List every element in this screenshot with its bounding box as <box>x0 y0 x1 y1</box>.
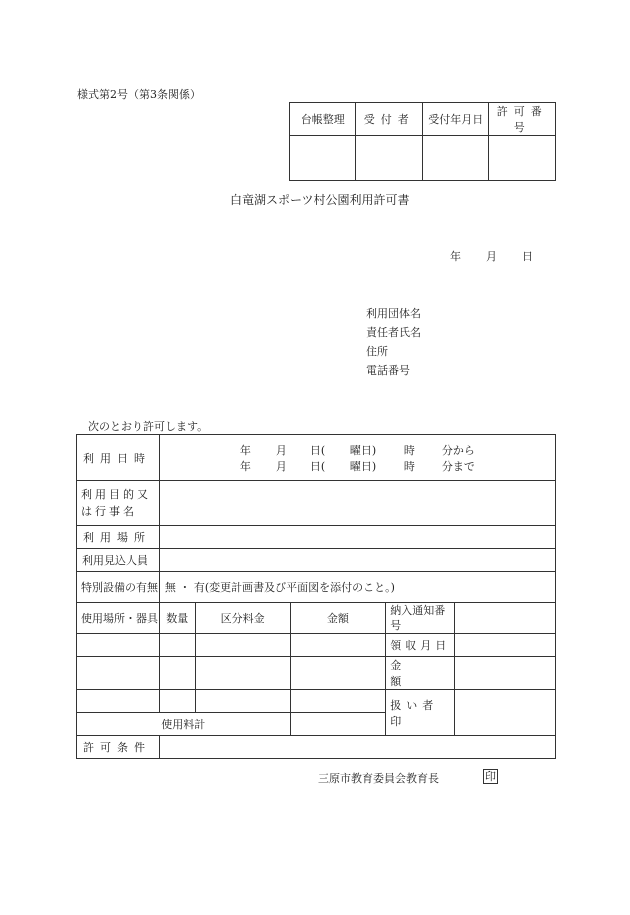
notice-number-label: 納入通知番号 <box>386 603 455 634</box>
total-label: 使用料計 <box>77 713 291 736</box>
issuer-title: 三原市教育委員会教育長 <box>318 772 439 785</box>
header-receiver: 受付者 <box>356 103 423 136</box>
applicant-person-label: 責任者氏名 <box>366 326 421 339</box>
money-field[interactable] <box>455 657 556 690</box>
amount-field-3[interactable] <box>290 690 386 713</box>
datetime-label: 利用日時 <box>77 435 160 481</box>
money-label: 金額 <box>386 657 455 690</box>
field-receiver[interactable] <box>356 136 423 181</box>
field-permit-number[interactable] <box>489 136 556 181</box>
office-use-table <box>289 102 556 181</box>
datetime-from-day: 日( <box>309 443 326 457</box>
datetime-to-hour: 時 <box>403 459 415 473</box>
place-field[interactable] <box>159 526 555 549</box>
item-field-3[interactable] <box>77 690 160 713</box>
datetime-from-year: 年 <box>239 443 251 457</box>
handler-seal-label: 扱い者印 <box>386 690 455 736</box>
rate-field-3[interactable] <box>195 690 290 713</box>
seal-mark: 印 <box>485 770 496 783</box>
equipment-options[interactable]: 無 ・ 有(変更計画書及び平面図を添付のこと。) <box>159 572 555 603</box>
conditions-field[interactable] <box>159 736 555 759</box>
amount-field-2[interactable] <box>290 657 386 690</box>
handler-seal-field[interactable] <box>455 690 556 736</box>
header-receipt-date: 受付年月日 <box>422 103 488 136</box>
people-field[interactable] <box>159 549 555 572</box>
datetime-from-weekday: 曜日) <box>349 443 377 457</box>
issue-date-year: 年 <box>450 250 461 263</box>
applicant-phone-label: 電話番号 <box>366 364 410 377</box>
applicant-group-label: 利用団体名 <box>366 307 421 320</box>
issue-date-day: 日 <box>522 250 533 263</box>
datetime-to-suffix: 分まで <box>441 459 475 473</box>
header-permit-number: 許可番号 <box>489 103 556 136</box>
purpose-field[interactable] <box>159 481 555 526</box>
datetime-to-weekday: 曜日) <box>349 459 377 473</box>
applicant-address-label: 住所 <box>366 345 388 358</box>
rate-label: 区分料金 <box>195 603 290 634</box>
rate-field-1[interactable] <box>195 634 290 657</box>
amount-label: 金額 <box>290 603 386 634</box>
qty-field-2[interactable] <box>159 657 195 690</box>
intro-text: 次のとおり許可します。 <box>88 420 209 433</box>
received-date-field[interactable] <box>455 634 556 657</box>
qty-field-3[interactable] <box>159 690 195 713</box>
total-field[interactable] <box>290 713 386 736</box>
amount-field-1[interactable] <box>290 634 386 657</box>
field-receipt-date[interactable] <box>422 136 488 181</box>
item-field-2[interactable] <box>77 657 160 690</box>
header-ledger: 台帳整理 <box>290 103 356 136</box>
issuer-seal <box>483 769 498 784</box>
form-number: 様式第2号（第3条関係） <box>77 88 201 101</box>
conditions-label: 許可条件 <box>77 736 160 759</box>
equipment-label: 特別設備の有無 <box>77 572 160 603</box>
datetime-from-hour: 時 <box>403 443 415 457</box>
datetime-from-month: 月 <box>275 443 287 457</box>
rate-field-2[interactable] <box>195 657 290 690</box>
permit-table <box>76 434 556 759</box>
qty-field-1[interactable] <box>159 634 195 657</box>
received-date-label: 領収月日 <box>386 634 455 657</box>
datetime-field[interactable] <box>159 435 555 481</box>
item-label: 使用場所・器具 <box>77 603 160 634</box>
qty-label: 数量 <box>159 603 195 634</box>
purpose-label: 利用目的又は行事名 <box>77 481 160 526</box>
people-label: 利用見込人員 <box>77 549 160 572</box>
datetime-from-suffix: 分から <box>441 443 475 457</box>
datetime-to-year: 年 <box>239 459 251 473</box>
document-title: 白竜湖スポーツ村公園利用許可書 <box>230 193 410 207</box>
issue-date-month: 月 <box>486 250 497 263</box>
field-ledger[interactable] <box>290 136 356 181</box>
place-label: 利用場所 <box>77 526 160 549</box>
datetime-to-month: 月 <box>275 459 287 473</box>
notice-number-field[interactable] <box>455 603 556 634</box>
item-field-1[interactable] <box>77 634 160 657</box>
datetime-to-day: 日( <box>309 459 326 473</box>
